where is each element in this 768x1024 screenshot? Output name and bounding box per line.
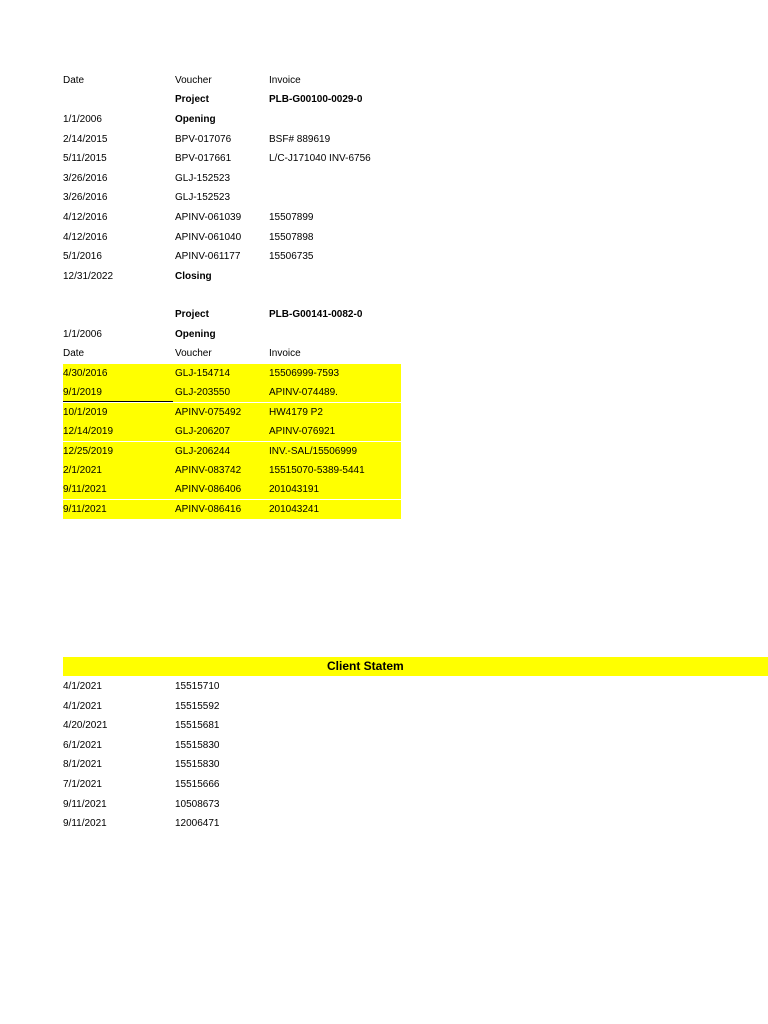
row-date: 5/1/2016	[63, 251, 102, 262]
opening-label: Opening	[175, 329, 216, 340]
row-date: 9/11/2021	[63, 504, 107, 515]
statement-date: 4/1/2021	[63, 701, 102, 712]
statement-date: 9/11/2021	[63, 799, 107, 810]
row-voucher: BPV-017076	[175, 134, 232, 145]
table-row-highlighted	[63, 383, 401, 402]
table-row	[63, 188, 401, 207]
row-voucher: Opening	[175, 114, 216, 125]
row-voucher: APINV-061039	[175, 212, 242, 223]
row-voucher: APINV-083742	[175, 465, 242, 476]
row-invoice: 15506735	[269, 251, 314, 262]
table-row	[63, 228, 401, 247]
row-invoice: BSF# 889619	[269, 134, 331, 145]
statement-row	[63, 697, 363, 716]
client-statement-banner	[63, 657, 768, 676]
row-voucher: GLJ-203550	[175, 387, 231, 398]
row-voucher: APINV-086416	[175, 504, 242, 515]
table-row	[63, 247, 401, 266]
statement-date: 8/1/2021	[63, 759, 102, 770]
table-row-highlighted	[63, 364, 401, 383]
statement-row	[63, 775, 363, 794]
table-row	[63, 267, 401, 286]
statement-ref: 12006471	[175, 818, 220, 829]
table-row	[63, 110, 401, 129]
row-voucher: GLJ-154714	[175, 368, 231, 379]
row-date: 2/1/2021	[63, 465, 102, 476]
table-row-highlighted	[63, 422, 401, 441]
row-date: 5/11/2015	[63, 153, 107, 164]
statement-row	[63, 814, 363, 833]
row-invoice: APINV-074489.	[269, 387, 338, 398]
row-date: 12/14/2019	[63, 426, 114, 437]
statement-row	[63, 795, 363, 814]
row-invoice: 15515070-5389-5441	[269, 465, 365, 476]
table-row	[63, 208, 401, 227]
row-invoice: INV.-SAL/15506999	[269, 446, 358, 457]
row-date: 9/1/2019	[63, 387, 102, 398]
statement-ref: 15515830	[175, 759, 220, 770]
table-row-highlighted	[63, 500, 401, 519]
table-row-highlighted	[63, 461, 401, 480]
section2-project-row	[63, 305, 401, 324]
table-row	[63, 149, 401, 168]
header-date: Date	[63, 348, 85, 359]
row-invoice: 15507898	[269, 232, 314, 243]
row-invoice: 15506999-7593	[269, 368, 340, 379]
project-code: PLB-G00141-0082-0	[269, 309, 363, 320]
row-invoice: HW4179 P2	[269, 407, 323, 418]
row-voucher: GLJ-152523	[175, 192, 231, 203]
row-date: 3/26/2016	[63, 173, 108, 184]
row-date: 12/31/2022	[63, 271, 114, 282]
row-invoice: APINV-076921	[269, 426, 336, 437]
cell-border-underline	[63, 401, 173, 402]
table-row-highlighted	[63, 442, 401, 461]
row-date: 4/12/2016	[63, 232, 108, 243]
table-row-highlighted	[63, 403, 401, 422]
header-invoice: Invoice	[269, 75, 301, 86]
opening-date: 1/1/2006	[63, 329, 102, 340]
row-voucher: GLJ-206207	[175, 426, 231, 437]
section2-opening-row	[63, 325, 401, 344]
row-voucher: GLJ-152523	[175, 173, 231, 184]
row-date: 1/1/2006	[63, 114, 102, 125]
row-date: 4/12/2016	[63, 212, 108, 223]
section1-header-row	[63, 71, 401, 90]
statement-ref: 15515592	[175, 701, 220, 712]
row-voucher: GLJ-206244	[175, 446, 231, 457]
statement-row	[63, 677, 363, 696]
row-invoice: 15507899	[269, 212, 314, 223]
row-voucher: APINV-061040	[175, 232, 242, 243]
project-code: PLB-G00100-0029-0	[269, 94, 363, 105]
row-voucher: Closing	[175, 271, 212, 282]
client-statement-title: Client Statem	[327, 659, 404, 673]
statement-ref: 15515830	[175, 740, 220, 751]
statement-row	[63, 755, 363, 774]
row-date: 3/26/2016	[63, 192, 108, 203]
row-voucher: APINV-086406	[175, 484, 242, 495]
statement-date: 6/1/2021	[63, 740, 102, 751]
row-voucher: APINV-075492	[175, 407, 242, 418]
row-invoice: L/C-J171040 INV-6756	[269, 153, 371, 164]
row-invoice: 201043191	[269, 484, 320, 495]
statement-date: 4/20/2021	[63, 720, 108, 731]
row-voucher: BPV-017661	[175, 153, 232, 164]
statement-ref: 15515666	[175, 779, 220, 790]
statement-date: 7/1/2021	[63, 779, 102, 790]
statement-ref: 15515710	[175, 681, 220, 692]
row-date: 2/14/2015	[63, 134, 108, 145]
header-voucher: Voucher	[175, 348, 212, 359]
row-voucher: APINV-061177	[175, 251, 241, 262]
row-date: 9/11/2021	[63, 484, 107, 495]
statement-row	[63, 736, 363, 755]
project-label: Project	[175, 94, 209, 105]
header-date: Date	[63, 75, 85, 86]
section2-header-row	[63, 344, 401, 363]
header-invoice: Invoice	[269, 348, 301, 359]
table-row-highlighted	[63, 480, 401, 499]
statement-date: 4/1/2021	[63, 681, 102, 692]
header-voucher: Voucher	[175, 75, 212, 86]
row-date: 4/30/2016	[63, 368, 108, 379]
table-row	[63, 130, 401, 149]
statement-date: 9/11/2021	[63, 818, 107, 829]
row-invoice: 201043241	[269, 504, 320, 515]
statement-ref: 10508673	[175, 799, 220, 810]
statement-ref: 15515681	[175, 720, 220, 731]
table-row	[63, 169, 401, 188]
section1-project-row	[63, 90, 401, 109]
row-date: 10/1/2019	[63, 407, 108, 418]
project-label: Project	[175, 309, 209, 320]
row-date: 12/25/2019	[63, 446, 114, 457]
statement-row	[63, 716, 363, 735]
